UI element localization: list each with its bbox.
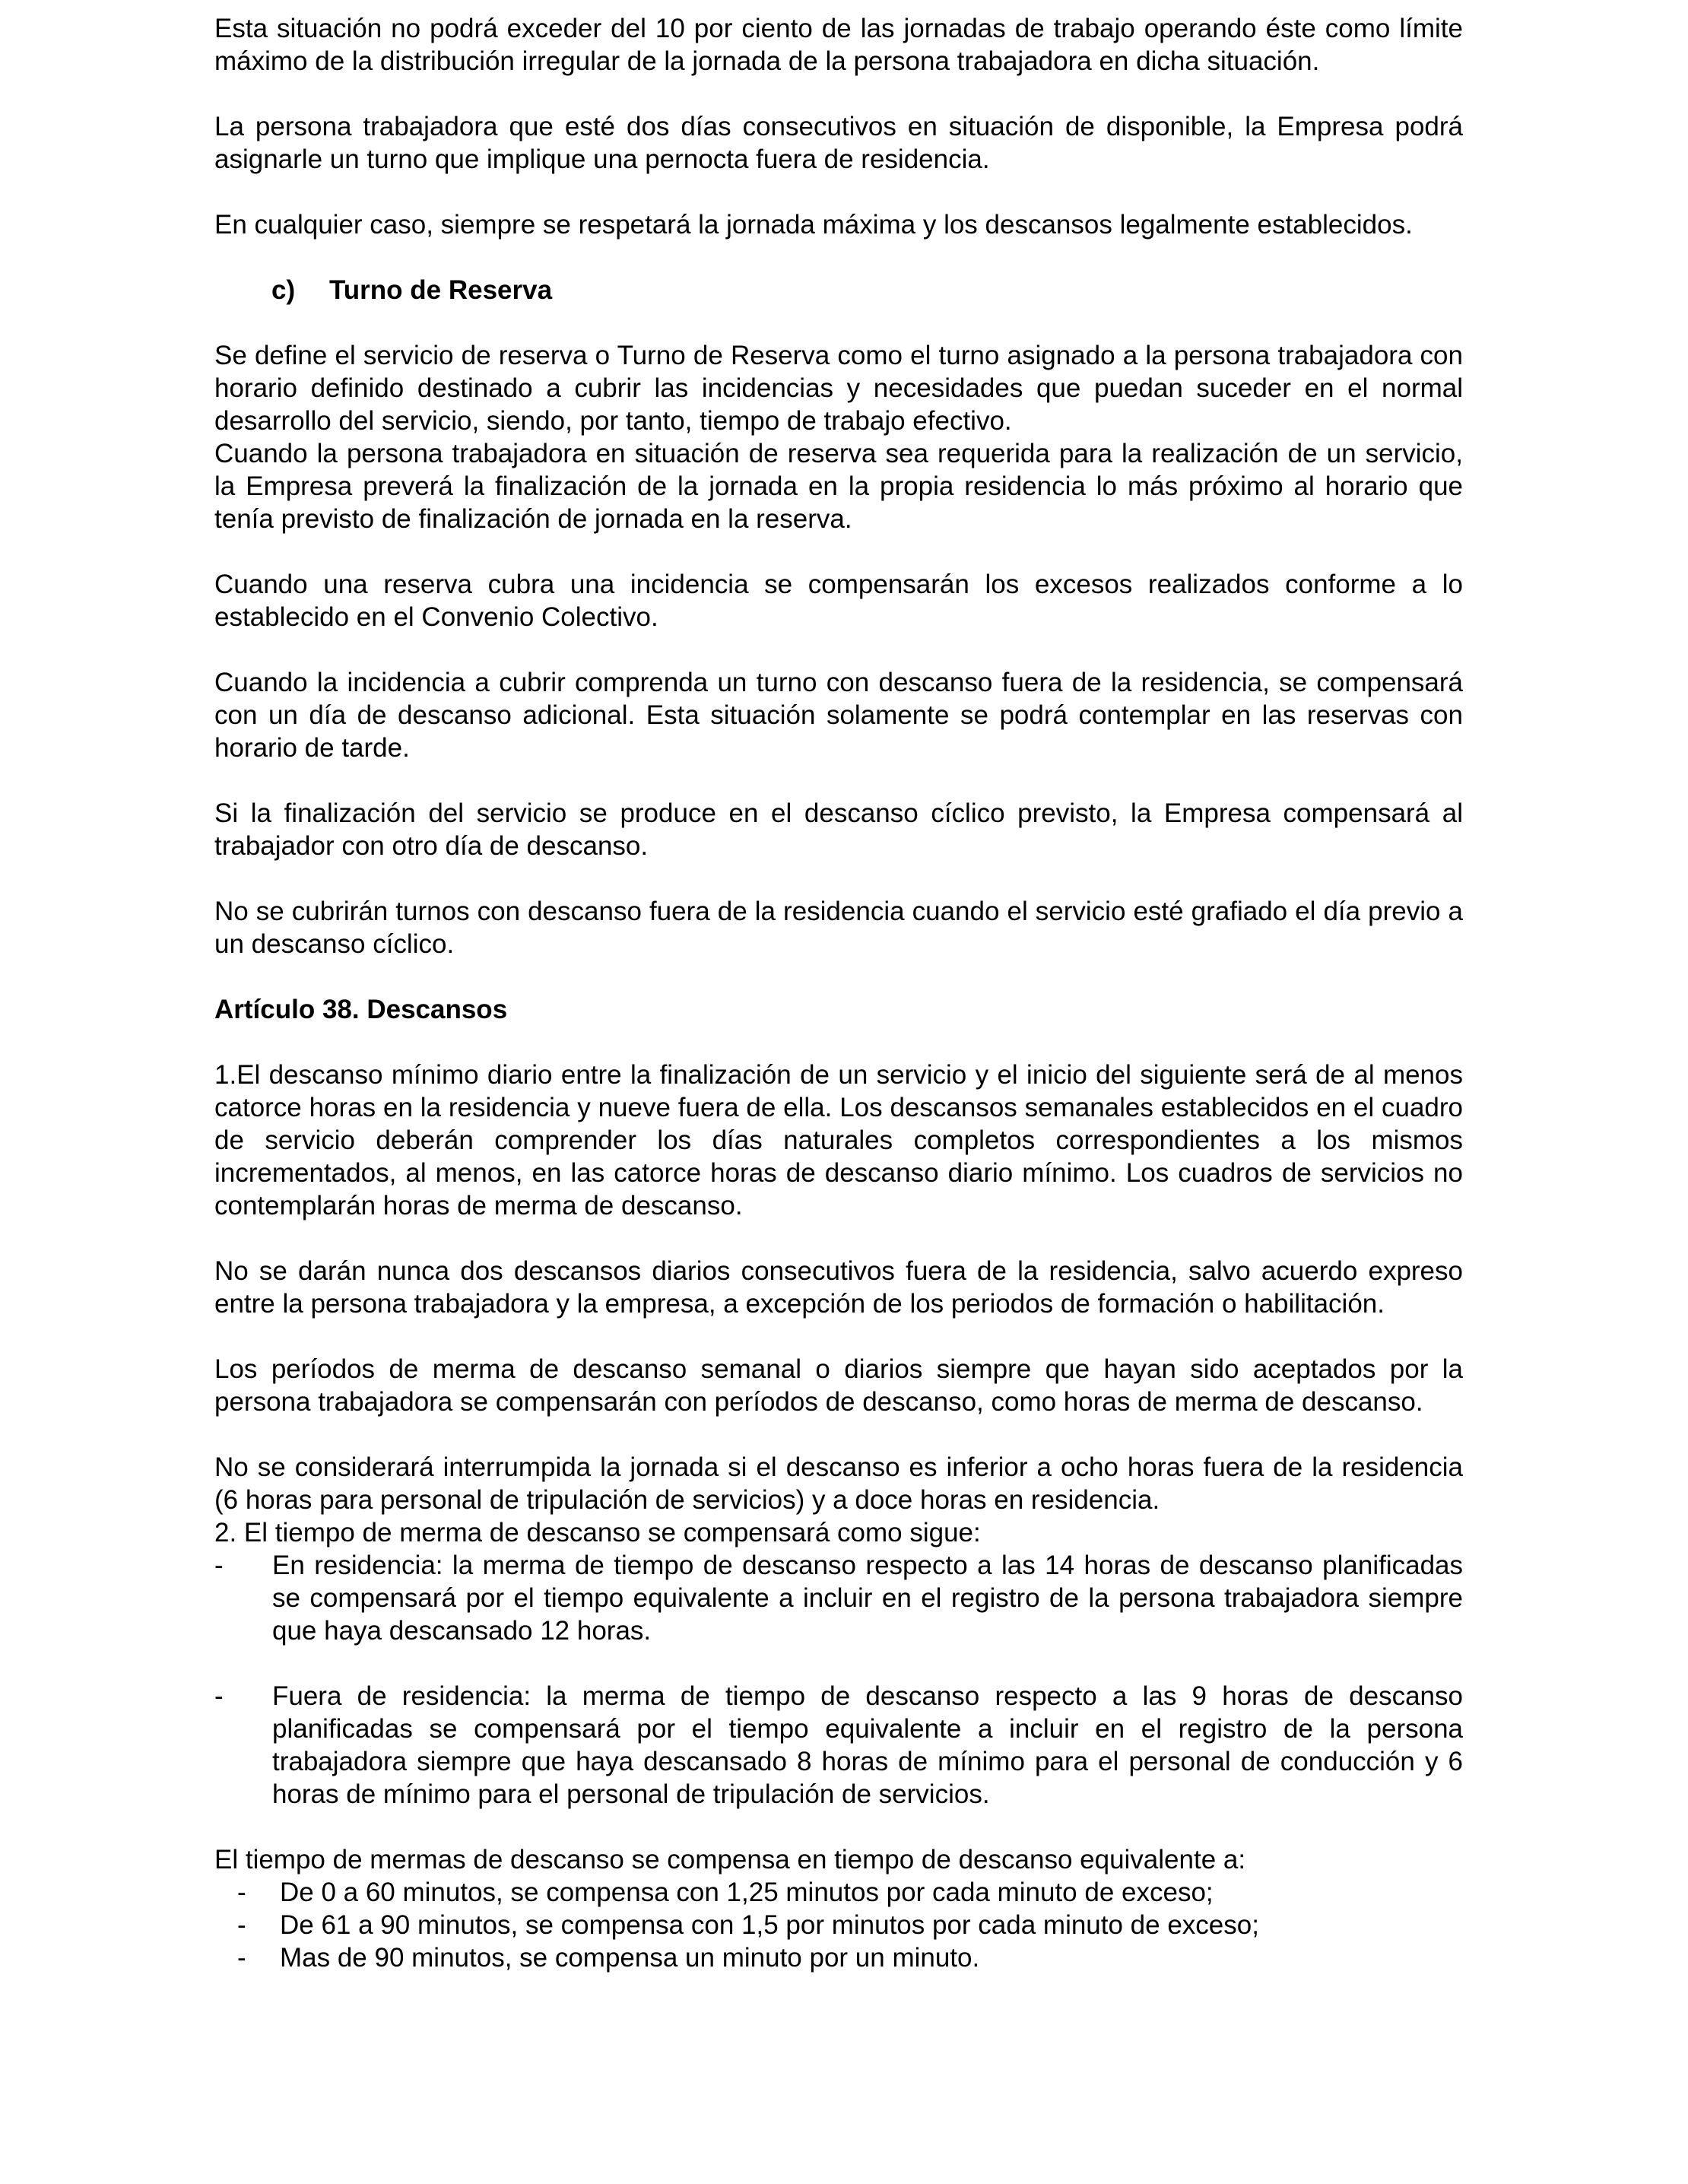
paragraph: No se considerará interrumpida la jornada si el descanso es inferior a ocho horas fuera de la residencia (6 horas para personal de tripulación de servicios) y a doce horas en residencia. (214, 1452, 1463, 1515)
paragraph: 1.El descanso mínimo diario entre la finalización de un servicio y el inicio del siguiente será de al menos catorce horas en la residencia y nueve fuera de ella. Los descansos semanales establecidos en el cuadro de servicio deberán comprender los días naturales completos correspondientes a los mismos incrementados, al menos, en las catorce horas de descanso diario mínimo. Los cuadros de servicios no contemplarán horas de merma de descanso. (214, 1060, 1463, 1221)
list-dash: - (237, 1878, 246, 1907)
list-item (214, 1549, 1463, 1647)
paragraph: Cuando la persona trabajadora en situación de reserva sea requerida para la realización de un servicio, la Empresa preverá la finalización de la jornada en la propia residencia lo más próximo al horario que tenía previsto de finalización de jornada en la reserva. (214, 439, 1463, 534)
list-item (214, 1680, 1463, 1811)
article-heading: Artículo 38. Descansos (214, 995, 508, 1024)
list-item-text: De 0 a 60 minutos, se compensa con 1,25 minutos por cada minuto de exceso; (280, 1878, 1214, 1907)
paragraph: 2. El tiempo de merma de descanso se compensará como sigue: (214, 1518, 981, 1548)
paragraph: Esta situación no podrá exceder del 10 por ciento de las jornadas de trabajo operando éste como límite máximo de la distribución irregular de la jornada de la persona trabajadora en dicha situación. (214, 14, 1463, 76)
paragraph: En cualquier caso, siempre se respetará la jornada máxima y los descansos legalmente establecidos. (214, 210, 1413, 240)
list-dash: - (214, 1681, 224, 1711)
list-item (214, 1876, 1463, 1909)
list-dash: - (237, 1910, 246, 1940)
paragraph: Cuando una reserva cubra una incidencia se compensarán los excesos realizados conforme a lo establecido en el Convenio Colectivo. (214, 570, 1463, 632)
section-heading-c (214, 274, 1463, 306)
document-page (214, 12, 1463, 1974)
paragraph: Los períodos de merma de descanso semanal o diarios siempre que hayan sido aceptados por la persona trabajadora se compensarán con períodos de descanso, como horas de merma de descanso. (214, 1354, 1463, 1417)
paragraph: La persona trabajadora que esté dos días consecutivos en situación de disponible, la Empresa podrá asignarle un turno que implique una pernocta fuera de residencia. (214, 112, 1463, 174)
paragraph: Se define el servicio de reserva o Turno de Reserva como el turno asignado a la persona trabajadora con horario definido destinado a cubrir las incidencias y necesidades que puedan suceder en el normal desarrollo del servicio, siendo, por tanto, tiempo de trabajo efectivo. (214, 341, 1463, 436)
list-item (214, 1941, 1463, 1974)
paragraph: No se darán nunca dos descansos diarios consecutivos fuera de la residencia, salvo acuerdo expreso entre la persona trabajadora y la empresa, a excepción de los periodos de formación o habilitación. (214, 1256, 1463, 1319)
list-item (214, 1909, 1463, 1941)
paragraph: Cuando la incidencia a cubrir comprenda un turno con descanso fuera de la residencia, se compensará con un día de descanso adicional. Esta situación solamente se podrá contemplar en las reservas con horario de tarde. (214, 668, 1463, 763)
list-item-text: De 61 a 90 minutos, se compensa con 1,5 por minutos por cada minuto de exceso; (280, 1910, 1259, 1940)
list-item-text: En residencia: la merma de tiempo de descanso respecto a las 14 horas de descanso planificadas se compensará por el tiempo equivalente a incluir en el registro de la persona trabajadora siempre que haya descansado 12 horas. (272, 1551, 1463, 1646)
paragraph: Si la finalización del servicio se produce en el descanso cíclico previsto, la Empresa compensará al trabajador con otro día de descanso. (214, 798, 1463, 861)
compensation-list (214, 1876, 1463, 1974)
list-item-text: Fuera de residencia: la merma de tiempo de descanso respecto a las 9 horas de descanso planificadas se compensará por el tiempo equivalente a incluir en el registro de la persona trabajadora siempre que haya descansado 8 horas de mínimo para el personal de conducción y 6 horas de mínimo para el personal de tripulación de servicios. (272, 1681, 1463, 1809)
list-dash: - (214, 1551, 224, 1580)
paragraph: No se cubrirán turnos con descanso fuera de la residencia cuando el servicio esté grafiado el día previo a un descanso cíclico. (214, 897, 1463, 959)
paragraph: El tiempo de mermas de descanso se compensa en tiempo de descanso equivalente a: (214, 1845, 1246, 1874)
section-title: Turno de Reserva (329, 275, 553, 305)
list-item-text: Mas de 90 minutos, se compensa un minuto por un minuto. (280, 1943, 980, 1973)
section-label: c) (271, 275, 296, 305)
list-dash: - (237, 1943, 246, 1973)
